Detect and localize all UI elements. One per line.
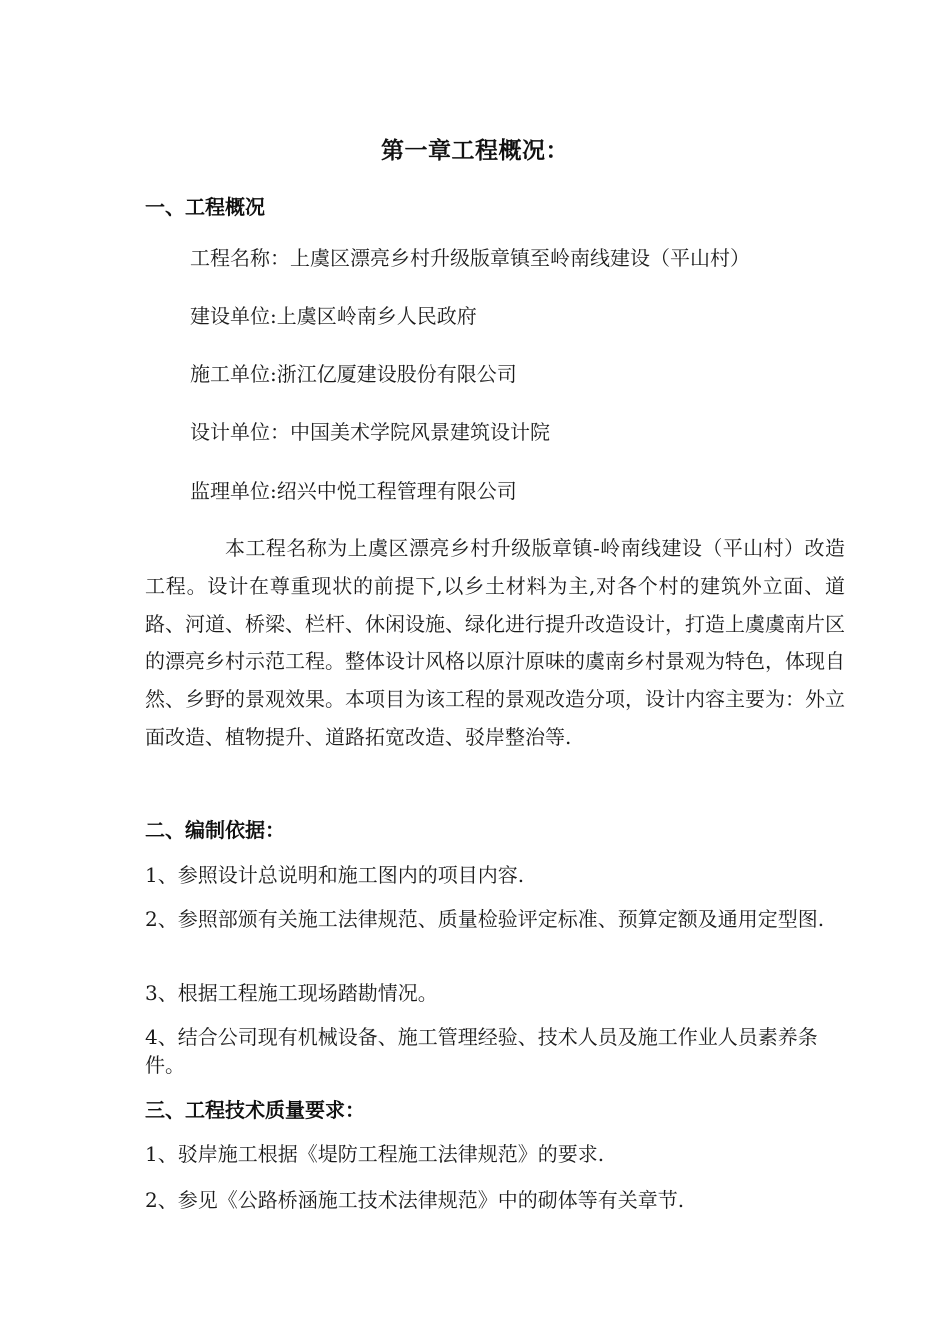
project-name-line: 工程名称：上虞区漂亮乡村升级版章镇至岭南线建设（平山村） xyxy=(190,246,750,270)
owner-unit-line: 建设单位:上虞区岭南乡人民政府 xyxy=(190,304,477,328)
quality-item-1: 1、驳岸施工根据《堤防工程施工法律规范》的要求. xyxy=(145,1142,605,1166)
supervision-unit-line: 监理单位:绍兴中悦工程管理有限公司 xyxy=(190,479,517,503)
basis-item-4: 4、结合公司现有机械设备、施工管理经验、技术人员及施工作业人员素养条件。 xyxy=(145,1025,818,1077)
design-unit-line: 设计单位：中国美术学院风景建筑设计院 xyxy=(190,420,550,444)
contractor-unit-line: 施工单位:浙江亿厦建设股份有限公司 xyxy=(190,362,517,386)
basis-item-3: 3、根据工程施工现场踏勘情况。 xyxy=(145,981,438,1005)
chapter-title: 第一章工程概况： xyxy=(381,138,569,164)
section-heading-overview: 一、工程概况 xyxy=(145,195,265,219)
basis-item-2: 2、参照部颁有关施工法律规范、质量检验评定标准、预算定额及通用定型图. xyxy=(145,907,825,931)
project-description-paragraph: 本工程名称为上虞区漂亮乡村升级版章镇-岭南线建设（平山村）改造工程。设计在尊重现状的前提下,以乡土材料为主,对各个村的建筑外立面、道路、河道、桥梁、栏杆、休闲设施、绿化进行提升改造设计，打造上虞虞南片区的漂亮乡村示范工程。整体设计风格以原汁原味的虞南乡村景观为特色，体现自然、乡野的景观效果。本项目为该工程的景观改造分项，设计内容主要为：外立面改造、植物提升、道路拓宽改造、驳岸整治等. xyxy=(145,536,845,749)
basis-item-1: 1、参照设计总说明和施工图内的项目内容. xyxy=(145,863,525,887)
quality-item-2: 2、参见《公路桥涵施工技术法律规范》中的砌体等有关章节. xyxy=(145,1188,685,1212)
section-heading-quality: 三、工程技术质量要求： xyxy=(145,1098,365,1122)
section-heading-basis: 二、编制依据： xyxy=(145,818,285,842)
